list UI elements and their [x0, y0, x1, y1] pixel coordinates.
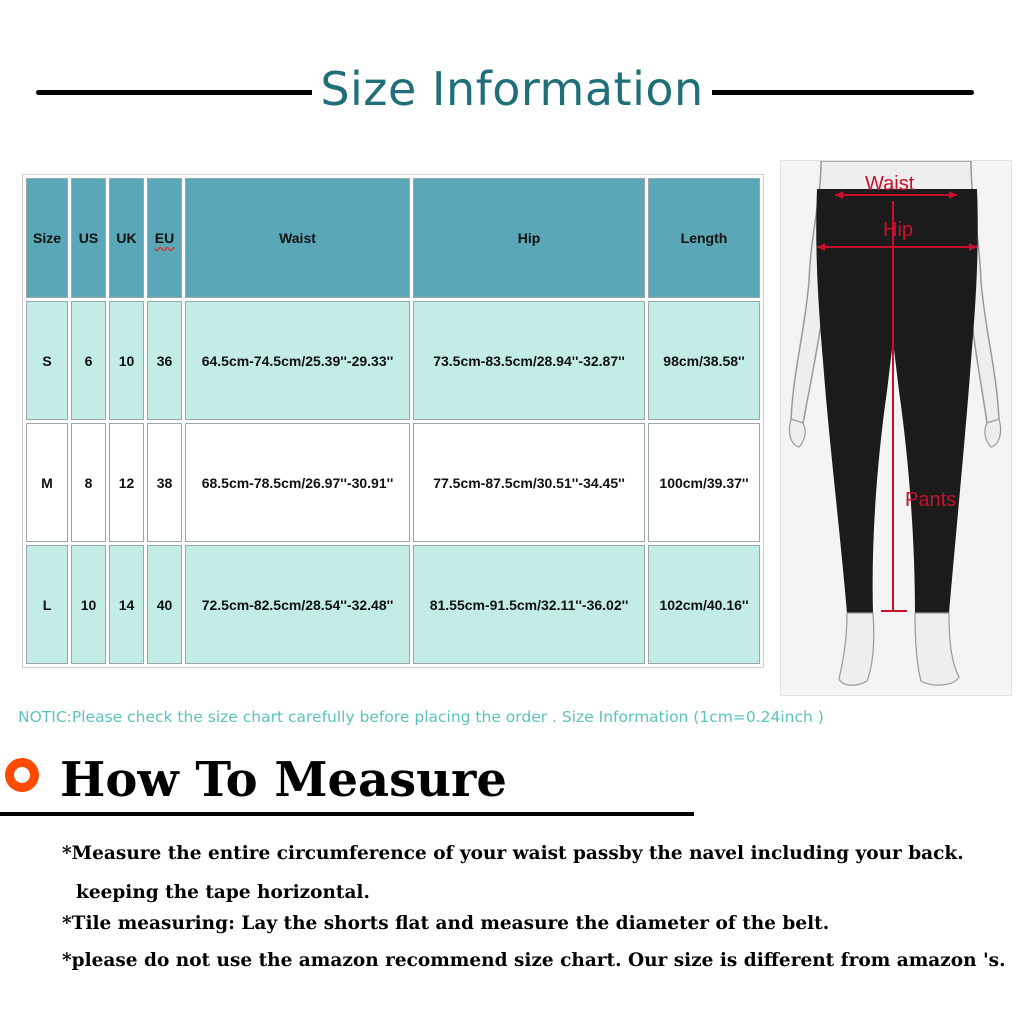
cell-us: 6 — [71, 301, 106, 420]
target-circle-icon — [5, 758, 39, 792]
cell-size: L — [26, 545, 68, 664]
cell-hip: 81.55cm-91.5cm/32.11''-36.02'' — [413, 545, 645, 664]
header-hip: Hip — [413, 178, 645, 298]
instruction-line: *Measure the entire circumference of your waist passby the navel including your back. — [62, 843, 964, 864]
size-chart-table — [22, 174, 764, 668]
table-row — [26, 301, 760, 420]
page-title-text: Size Information — [312, 62, 711, 116]
cell-eu: 38 — [147, 423, 182, 542]
cell-uk: 14 — [109, 545, 144, 664]
cell-size: S — [26, 301, 68, 420]
table-header-row — [26, 178, 760, 298]
page-title — [0, 62, 1024, 116]
cell-size: M — [26, 423, 68, 542]
header-us: US — [71, 178, 106, 298]
table-row — [26, 423, 760, 542]
header-eu-text: EU — [154, 230, 175, 246]
header-eu — [147, 178, 182, 298]
pants-label: Pants — [905, 489, 957, 511]
cell-waist: 68.5cm-78.5cm/26.97''-30.91'' — [185, 423, 410, 542]
waist-label: Waist — [865, 173, 915, 195]
cell-hip: 73.5cm-83.5cm/28.94''-32.87'' — [413, 301, 645, 420]
cell-waist: 64.5cm-74.5cm/25.39''-29.33'' — [185, 301, 410, 420]
table-row — [26, 545, 760, 664]
cell-waist: 72.5cm-82.5cm/28.54''-32.48'' — [185, 545, 410, 664]
hip-label: Hip — [883, 219, 914, 241]
cell-uk: 12 — [109, 423, 144, 542]
cell-uk: 10 — [109, 301, 144, 420]
header-length: Length — [648, 178, 760, 298]
cell-length: 100cm/39.37'' — [648, 423, 760, 542]
cell-us: 10 — [71, 545, 106, 664]
cell-hip: 77.5cm-87.5cm/30.51''-34.45'' — [413, 423, 645, 542]
how-to-measure-heading: How To Measure — [60, 752, 507, 808]
instruction-line: *Tile measuring: Lay the shorts flat and measure the diameter of the belt. — [62, 913, 830, 934]
cell-length: 98cm/38.58'' — [648, 301, 760, 420]
cell-eu: 40 — [147, 545, 182, 664]
leggings-measurement-figure — [780, 160, 1012, 696]
heading-underline — [0, 812, 694, 816]
size-note: NOTIC:Please check the size chart carefully before placing the order . Size Information (1cm=0.24inch ) — [18, 708, 824, 726]
header-uk: UK — [109, 178, 144, 298]
cell-eu: 36 — [147, 301, 182, 420]
instruction-line: keeping the tape horizontal. — [76, 882, 370, 903]
header-size: Size — [26, 178, 68, 298]
header-waist: Waist — [185, 178, 410, 298]
instruction-line: *please do not use the amazon recommend size chart. Our size is different from amazon 's. — [62, 950, 1006, 971]
cell-us: 8 — [71, 423, 106, 542]
cell-length: 102cm/40.16'' — [648, 545, 760, 664]
